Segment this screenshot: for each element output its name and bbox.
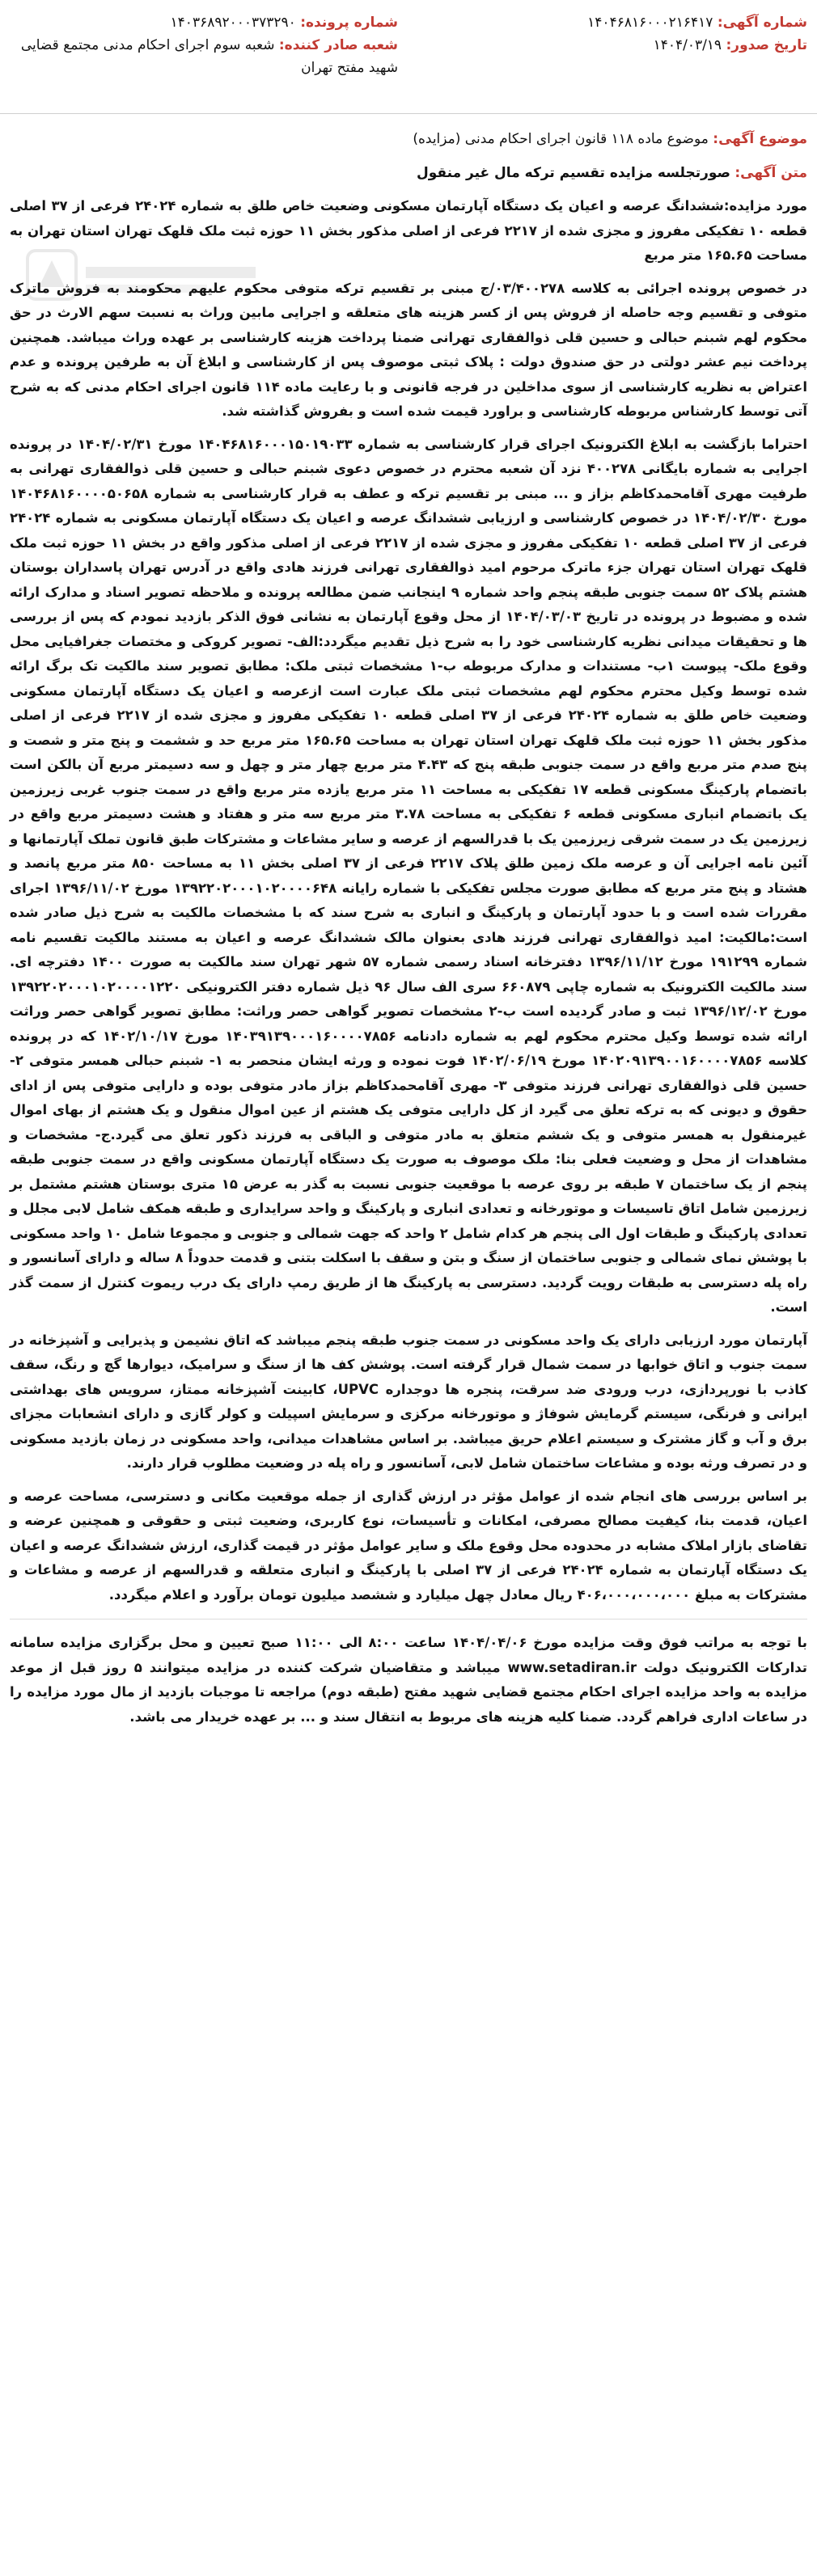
paragraph-expert-report: احتراما بازگشت به ابلاغ الکترونیک اجرای قرار کارشناسی به شماره ۱۴۰۴۶۸۱۶۰۰۰۱۵۰۱۹۰۳۳ مورخ ۱۴۰۴/۰۲/۳۱ در پرونده اجرایی به شماره بایگانی ۴۰۰۲۷۸ نزد آن شعبه محترم در خصوص دعوی شبنم حبالی و حسین قلی ذوالفقاری تهرانی به طرفیت مهری آقامحمدکاظم بزاز و ... مبنی بر تقسیم ترکه و عطف به قرار کارشناسی به شماره ۱۴۰۴۶۸۱۶۰۰۰۰۵۰۶۵۸ مورخ ۱۴۰۴/۰۲/۳۰ در خصوص کارشناسی و ارزیابی ششدانگ عرصه و اعیان یک دستگاه آپارتمان مسکونی به شماره ۲۴۰۲۴ فرعی از ۳۷ اصلی قطعه ۱۰ تفکیکی مفروز و مجزی شده از ۲۲۱۷ فرعی از اصلی مذکور واقع در بخش ۱۱ حوزه ثبت ملک قلهک تهران استان تهران جزء ماترک مرحوم امید ذوالفقاری تهرانی فرزند هادی واقع در آدرس تهران پاسداران بوستان هشتم پلاک ۵۲ سمت جنوبی طبقه پنجم واحد شماره ۹ اینجانب ضمن مطالعه پرونده و ملاحظه تصویر اسناد و مدارک ارائه شده و مضبوط در پرونده در تاریخ ۱۴۰۴/۰۳/۰۳ از محل وقوع آپارتمان به نشانی فوق الذکر بازدید نمودم که پس از بررسی ها و تحقیقات میدانی نظریه کارشناسی خود را به شرح ذیل تقدیم میگردد:الف- تصویر کروکی و مختصات جغرافیایی محل وقوع ملک- پیوست ۱ب- مستندات و مدارک مربوطه ب-۱ مشخصات ثبتی ملک: مطابق تصویر سند مالکیت تک برگ ارائه شده توسط وکیل محترم محکوم لهم مشخصات ثبتی ملک عبارت است ازعرصه و اعیان یک دستگاه آپارتمان مسکونی وضعیت خاص طلق به شماره ۲۴۰۲۴ فرعی از ۳۷ اصلی قطعه ۱۰ تفکیکی مفروز و مجزی شده از ۲۲۱۷ فرعی از اصلی مذکور بخش ۱۱ حوزه ثبت ملک قلهک تهران استان تهران به مساحت ۱۶۵.۶۵ متر مربع حد و ششمت و پنج متر و شصت و پنج صدم متر مربع واقع در سمت جنوبی طبقه پنج که ۴.۴۳ متر مربع چهار متر و چهل و سه دسیمتر مربع آن بالکن است باتضمام پارکینگ مسکونی قطعه ۱۷ تفکیکی به مساحت ۱۱ متر مربع یازده متر مربع واقع در سمت جنوب غربی زیرزمین یک باتضمام انباری مسکونی قطعه ۶ تفکیکی به مساحت ۳.۷۸ متر مربع سه متر و هفتاد و هشت دسیمتر مربع واقع در زیرزمین یک در سمت شرقی زیرزمین یک با قدرالسهم از عرصه و سایر مشاعات و مشترکات طبق قانون تملک آپارتمانها و آئین نامه اجرایی آن و عرصه ملک زمین طلق پلاک ۲۲۱۷ فرعی از ۳۷ اصلی بخش ۱۱ به مساحت ۸۵۰ متر مربع پانصد و هشتاد و پنج متر مربع که مطابق صورت مجلس تفکیکی با شماره رایانه ۱۳۹۲۲۰۲۰۰۰۱۰۲۰۰۰۰۶۴۸ مورخ ۱۳۹۶/۱۱/۰۲ اجرای مقررات شده است و با حدود آپارتمان و پارکینگ و انباری به شرح سند که با مشخصات مالکیت به شرح ذیل صادر شده است:مالکیت: امید ذوالفقاری تهرانی فرزند هادی بعنوان مالک ششدانگ عرصه و اعیان به مستند مالکیت تقسیم نامه شماره ۱۹۱۲۹۹ مورخ ۱۳۹۶/۱۱/۱۲ دفترخانه اسناد رسمی شماره ۵۷ شهر تهران سند مالکیت به صورت ۱۴۰۰ دفترچه ای. سند مالکیت الکترونیک به شماره چاپی ۶۶۰۸۷۹ سری الف سال ۹۶ ذیل شماره دفتر الکترونیکی ۱۳۹۲۲۰۲۰۰۰۱۰۲۰۰۰۰۱۲۲۰ مورخ ۱۳۹۶/۱۲/۰۲ ثبت و صادر گردیده است ب-۲ مشخصات تصویر گواهی حصر وراثت: مطابق تصویر گواهی حصر وراثت ارائه شده توسط وکیل محترم محکوم لهم به شماره دادنامه ۱۴۰۳۹۱۳۹۰۰۰۱۶۰۰۰۰۷۸۵۶ مورخ ۱۴۰۲/۱۰/۱۷ که در پرونده کلاسه ۱۴۰۲۰۹۱۳۹۰۰۱۶۰۰۰۰۷۸۵۶ مورخ ۱۴۰۲/۰۶/۱۹ فوت نموده و ورثه ایشان منحصر به ۱- شبنم حبالی همسر متوفی ۲- حسین قلی ذوالفقاری تهرانی فرزند متوفی ۳- مهری آقامحمدکاظم بزاز مادر متوفی بوده و دارایی متوفی پس از ادای حقوق و دیونی که به ترکه تعلق می گیرد از کل دارایی متوفی یک هشتم از عین اموال منقول و یک هشتم از بهای اموال غیرمنقول به همسر متوفی و یک ششم متعلق به مادر متوفی و الباقی به فرزند ذکور تعلق می گیرد.ج- مشخصات و مشاهدات از محل و وضعیت فعلی بنا: ملک موصوف به صورت یک دستگاه آپارتمان مسکونی واقع در سمت جنوبی طبقه پنجم از یک ساختمان ۷ طبقه بر روی عرصه با موقعیت جنوبی نسبت به گذر به عرض ۱۵ متری بوستان هشتم مشتمل بر زیرزمین شامل اتاق تاسیسات و موتورخانه و تعدادی انباری و پارکینگ و واحد سرایداری و طبقه همکف شامل لابی مجلل و تعدادی پارکینگ و طبقات اول الی پنجم هر کدام شامل ۲ واحد که جهت شمالی و جنوبی و مجموعا شامل ۱۰ واحد مسکونی با پوشش نمای شمالی و جنوبی ساختمان از سنگ و بتن و سقف با اسکلت بتنی و قدمت حدوداً ۸ ساله و دارای آسانسور و راه پله دسترسی به طبقات رویت گردید. دسترسی به پارکینگ ها از طریق رمپ دارای یک درب ریموت کنترل از سمت گذر است. — [10, 436, 808, 1315]
text-label: متن آگهی: — [734, 165, 807, 181]
issuing-branch-value: شعبه سوم اجرای احکام مدنی مجتمع قضایی شهید مفتح تهران — [20, 37, 398, 76]
case-number-label: شماره پرونده: — [300, 15, 398, 31]
ad-number-value: ۱۴۰۴۶۸۱۶۰۰۰۲۱۶۴۱۷ — [587, 15, 713, 31]
announcement-header — [0, 0, 817, 114]
announcement-body — [10, 194, 807, 1738]
text-title-row — [10, 162, 807, 184]
text-title: صورتجلسه مزایده تقسیم ترکه مال غیر منقول — [416, 165, 730, 181]
issue-date-value: ۱۴۰۴/۰۳/۱۹ — [653, 37, 722, 53]
paragraph-subject-property: مورد مزایده:ششدانگ عرصه و اعیان یک دستگاه آپارتمان مسکونی وضعیت خاص طلق به شماره ۲۴۰۲۴ فرعی از ۳۷ اصلی قطعه ۱۰ تفکیکی مفروز و مجزی شده از ۲۲۱۷ فرعی از اصلی مذکور بخش ۱۱ حوزه ثبت ملک قلهک تهران استان تهران به مساحت ۱۶۵.۶۵ متر مربع — [10, 198, 808, 263]
paragraph-case-intro: در خصوص پرونده اجرائی به کلاسه ۰۳/۴۰۰۲۷۸/ج مبنی بر تقسیم ترکه متوفی محکوم علیهم محکومند به فروش ماترک متوفی و تقسیم وجه حاصله از فروش پس از کسر هزینه های متعلقه و اجرایی مابین وراث به نسبت سهم الارث در حق محکوم لهم شبنم حبالی و حسین قلی ذوالفقاری تهرانی ضمنا پرداخت هزینه کارشناسی بر عهده وراث میباشد. همچنین پرداخت نیم عشر دولتی در حق صندوق دولت : پلاک ثبتی موصوف پس از کارشناسی و ابلاغ آن به طرفین پرونده و عدم اعتراض به نظریه کارشناسی از سوی مداخلین در فرجه قانونی و با رعایت ماده ۱۱۴ قانون اجرای احکام مدنی که به شرح آتی توسط کارشناس مربوطه کارشناسی و براورد قیمت شده است و بفروش گذاشته شد. — [10, 280, 807, 419]
ad-number-label: شماره آگهی: — [717, 15, 807, 31]
issuing-branch-label: شعبه صادر کننده: — [278, 37, 398, 53]
subject-value: موضوع ماده ۱۱۸ قانون اجرای احکام مدنی (مزایده) — [413, 131, 709, 147]
paragraph-auction-schedule: با توجه به مراتب فوق وقت مزایده مورخ ۱۴۰۴/۰۴/۰۶ ساعت ۸:۰۰ الی ۱۱:۰۰ صبح تعیین و محل برگزاری مزایده سامانه تدارکات الکترونیک دولت www.setadiran.ir میباشد و متقاضیان شرکت کننده در مزایده میتوانند ۵ روز قبل از موعد مزایده به واحد مزایده اجرای احکام مجتمع قضایی شهید مفتح (طبقه دوم) مراجعه تا موجبات بازدید از مال مورد مزایده را در ساعات اداری فراهم گردد. ضمنا کلیه هزینه های مربوط به انتقال سند و ... بر عهده خریدار می باشد. — [10, 1635, 808, 1725]
case-number-row — [10, 11, 398, 34]
ad-number-row — [419, 11, 807, 34]
case-number-value: ۱۴۰۳۶۸۹۲۰۰۰۳۷۳۲۹۰ — [170, 15, 296, 31]
paragraph-unit-description: آپارتمان مورد ارزیابی دارای یک واحد مسکونی در سمت جنوب طبقه پنجم میباشد که اتاق نشیمن و پذیرایی و آشپزخانه در سمت جنوب و اتاق خوابها در سمت شمال قرار گرفته است. پوشش کف ها از سنگ و سرامیک، دیوارها گچ و رنگ، سقف کاذب با نورپردازی، درب ورودی ضد سرقت، پنجره ها دوجداره UPVC، کابینت آشپزخانه ممتاز، سرویس های بهداشتی ایرانی و فرنگی، سیستم گرمایش شوفاژ و موتورخانه مرکزی و سرمایش اسپیلت و کولر گازی و دارای انشعابات مجزای برق و آب و گاز مشترک و سیستم اعلام حریق میباشد. بر اساس مشاهدات میدانی، واحد مسکونی در زمان بازدید مسکونی و در تصرف ورثه بوده و مشاعات ساختمان شامل لابی، آسانسور و راه پله در وضعیت مطلوب قرار دارند. — [10, 1332, 807, 1471]
subject-row — [10, 128, 807, 150]
section-divider — [10, 1619, 807, 1620]
subject-label: موضوع آگهی: — [713, 131, 807, 147]
header-right-column — [419, 11, 807, 57]
issuing-branch-row — [10, 34, 398, 79]
issue-date-row — [419, 34, 807, 57]
issue-date-label: تاریخ صدور: — [726, 37, 807, 53]
header-left-column — [10, 11, 398, 79]
paragraph-valuation: بر اساس بررسی های انجام شده از عوامل مؤثر در ارزش گذاری از جمله موقعیت مکانی و دسترسی، مساحت عرصه و اعیان، قدمت بنا، کیفیت مصالح مصرفی، امکانات و تأسیسات، نوع کاربری، وضعیت ثبتی و حقوقی و همچنین عرضه و تقاضای بازار املاک مشابه در محدوده محل وقوع ملک و سایر عوامل مؤثر در قیمت گذاری، ارزش ششدانگ عرصه و اعیان یک دستگاه آپارتمان به شماره ۲۴۰۲۴ فرعی از ۳۷ اصلی با پارکینگ و انباری متعلقه و قدرالسهم از عرصه و مشاعات و مشترکات به مبلغ ۴۰۶،۰۰۰،۰۰۰،۰۰۰ ریال معادل چهل میلیارد و ششصد میلیون تومان برآورد و اعلام میگردد. — [10, 1488, 808, 1603]
